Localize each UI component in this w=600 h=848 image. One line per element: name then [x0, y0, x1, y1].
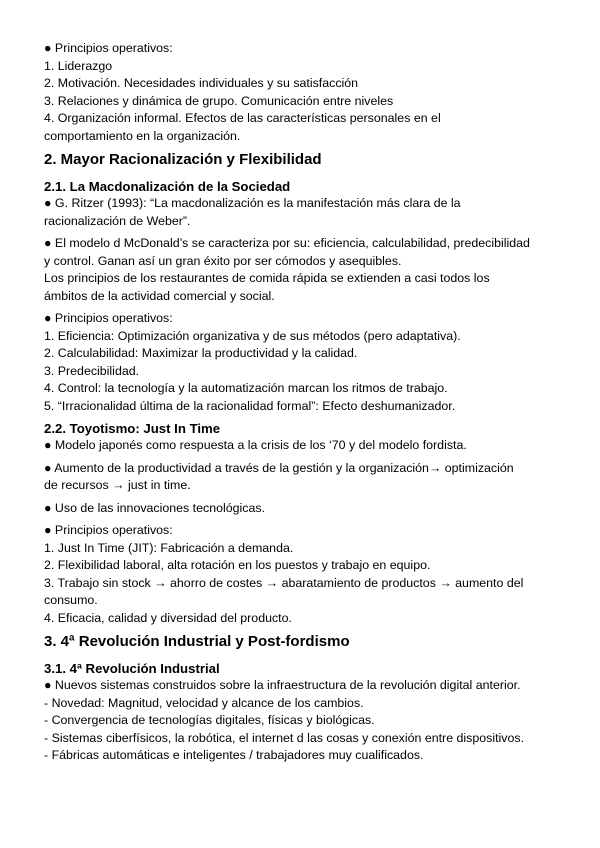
- text-line: 1. Just In Time (JIT): Fabricación a demanda.: [44, 540, 294, 555]
- subsection-heading-3-1: 3.1. 4ª Revolución Industrial: [44, 661, 220, 676]
- text-line: 2. Flexibilidad laboral, alta rotación en los puestos y trabajo en equipo.: [44, 558, 431, 572]
- text-line: ● Aumento de la productividad a través de la gestión y la organización→ optimización: [44, 460, 514, 475]
- text-line: - Sistemas ciberfísicos, la robótica, el internet d las cosas y conexión entre dispositivos.: [44, 730, 525, 745]
- intro-principles-block: [44, 40, 556, 145]
- text-line: comportamiento en la organización.: [44, 128, 241, 143]
- text-line: consumo.: [44, 593, 98, 607]
- subsection-heading-2-2: 2.2. Toyotismo: Just In Time: [44, 421, 221, 436]
- text-line: ● Uso de las innovaciones tecnológicas.: [44, 500, 266, 515]
- text-line: 2. Calculabilidad: Maximizar la productividad y la calidad.: [44, 346, 358, 360]
- text-line: - Fábricas automáticas e inteligentes / trabajadores muy cualificados.: [44, 748, 424, 762]
- paragraph-ritzer: [44, 195, 556, 230]
- section-heading-3: 3. 4ª Revolución Industrial y Post-fordismo: [44, 633, 350, 650]
- text-line: ámbitos de la actividad comercial y social.: [44, 288, 275, 303]
- subsection-heading-2-1: 2.1. La Macdonalización de la Sociedad: [44, 179, 291, 194]
- text-line: Los principios de los restaurantes de comida rápida se extienden a casi todos los: [44, 271, 490, 285]
- text-line: ● Principios operativos:: [44, 523, 173, 537]
- paragraph-aumento-productividad: [44, 460, 556, 495]
- text-line: 5. “Irracionalidad última de la racionalidad formal”: Efecto deshumanizador.: [44, 398, 456, 413]
- text-line: 2. Motivación. Necesidades individuales y su satisfacción: [44, 76, 359, 90]
- section-heading-2: 2. Mayor Racionalización y Flexibilidad: [44, 151, 322, 168]
- text-line: - Convergencia de tecnologías digitales, físicas y biológicas.: [44, 713, 375, 727]
- paragraph-modelo-japones: [44, 437, 556, 455]
- text-line: 4. Control: la tecnología y la automatización marcan los ritmos de trabajo.: [44, 381, 448, 395]
- text-line: 3. Trabajo sin stock → ahorro de costes → abaratamiento de productos → aumento del: [44, 575, 524, 590]
- paragraph-mcdonalds-model: [44, 235, 556, 305]
- text-line: 3. Relaciones y dinámica de grupo. Comunicación entre niveles: [44, 93, 394, 108]
- text-line: 3. Predecibilidad.: [44, 363, 140, 378]
- text-line: 1. Eficiencia: Optimización organizativa y de sus métodos (pero adaptativa).: [44, 328, 461, 343]
- text-line: ● Modelo japonés como respuesta a la crisis de los ‘70 y del modelo fordista.: [44, 438, 467, 452]
- list-principios-2-2: [44, 522, 556, 627]
- list-principios-2-1: [44, 310, 556, 415]
- paragraph-innovaciones: [44, 500, 556, 518]
- text-line: ● Principios operativos:: [44, 311, 173, 325]
- text-line: y control. Ganan así un gran éxito por ser cómodos y asequibles.: [44, 253, 402, 268]
- text-line: 4. Eficacia, calidad y diversidad del producto.: [44, 610, 292, 625]
- text-line: ● El modelo d McDonald’s se caracteriza por su: eficiencia, calculabilidad, predecibilidad: [44, 236, 530, 250]
- text-line: 1. Liderazgo: [44, 58, 113, 73]
- text-line: ● G. Ritzer (1993): “La macdonalización es la manifestación más clara de la: [44, 196, 461, 210]
- text-line: de recursos → just in time.: [44, 478, 191, 492]
- text-line: - Novedad: Magnitud, velocidad y alcance de los cambios.: [44, 695, 364, 710]
- text-line: ● Principios operativos:: [44, 41, 173, 55]
- text-line: ● Nuevos sistemas construidos sobre la infraestructura de la revolución digital anterior.: [44, 678, 521, 692]
- list-revolucion-industrial: [44, 677, 556, 765]
- text-line: racionalización de Weber”.: [44, 213, 191, 228]
- text-line: 4. Organización informal. Efectos de las características personales en el: [44, 111, 441, 125]
